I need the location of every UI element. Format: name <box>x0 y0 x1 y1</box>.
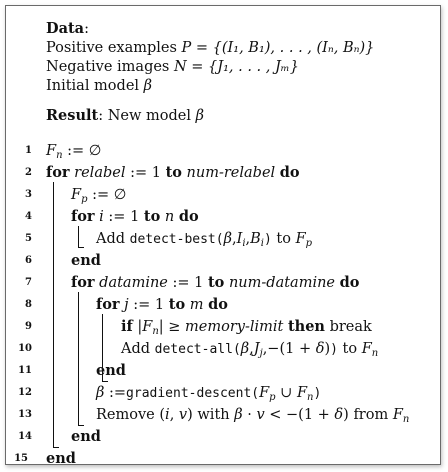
code-line-15: end <box>46 450 76 467</box>
line-number: 7 <box>25 277 32 288</box>
code-line-9: if $|F_n|$ ≥ memory-limit then break <box>121 318 372 337</box>
line-number: 5 <box>25 233 32 244</box>
code-line-12: β $:=gradient-descent(F_p$ ∪ $F_n$) <box>96 385 322 403</box>
code-line-13: Remove (i, v) with β · v < −(1 + δ) from $F_n$ <box>96 407 410 425</box>
relabel-loop-rule <box>78 226 79 248</box>
line-number: 14 <box>18 431 32 442</box>
code-line-6: end <box>71 252 101 269</box>
code-line-7: for datamine := 1 to num-datamine do <box>71 274 360 291</box>
code-line-14: end <box>71 428 101 445</box>
initial-model-line: Initial model β <box>46 78 153 94</box>
negative-images-line: Negative images N = {J₁, . . . , Jₘ} <box>46 59 299 75</box>
code-line-11: end <box>96 362 126 379</box>
line-number: 2 <box>25 167 32 178</box>
data-heading: Data: <box>46 20 89 37</box>
line-number: 11 <box>18 365 32 376</box>
line-number: 12 <box>18 387 32 398</box>
algorithm-box <box>5 5 441 465</box>
line-number: 1 <box>25 145 32 156</box>
code-line-3: $F_p$ := ∅ <box>71 187 127 205</box>
code-line-2: for relabel := 1 to num-relabel do <box>46 164 300 181</box>
result-line: Result: New model β <box>46 107 204 124</box>
line-number: 15 <box>14 453 28 464</box>
datamine-loop-rule <box>78 292 79 426</box>
code-line-10: Add detect-$all(\beta,J_j,-(1 + \delta))$ to $F_n$ <box>121 341 379 359</box>
line-number: 9 <box>25 321 32 332</box>
code-line-1: $F_n$ := ∅ <box>46 143 102 161</box>
code-line-5: Add detect-$best(\beta,I_i,B_i)$ to $F_p$ <box>96 231 313 249</box>
line-number: 8 <box>25 299 32 310</box>
line-number: 6 <box>25 255 32 266</box>
code-line-4: for i := 1 to n do <box>71 208 199 225</box>
line-number: 4 <box>25 211 32 222</box>
outer-loop-rule <box>53 182 54 448</box>
line-number: 13 <box>18 409 32 420</box>
positive-examples-line: Positive examples P = {(I₁, B₁), . . . , (Iₙ, Bₙ)} <box>46 40 375 56</box>
code-line-8: for j := 1 to m do <box>96 296 228 313</box>
line-number: 10 <box>18 343 32 354</box>
line-number: 3 <box>25 189 32 200</box>
